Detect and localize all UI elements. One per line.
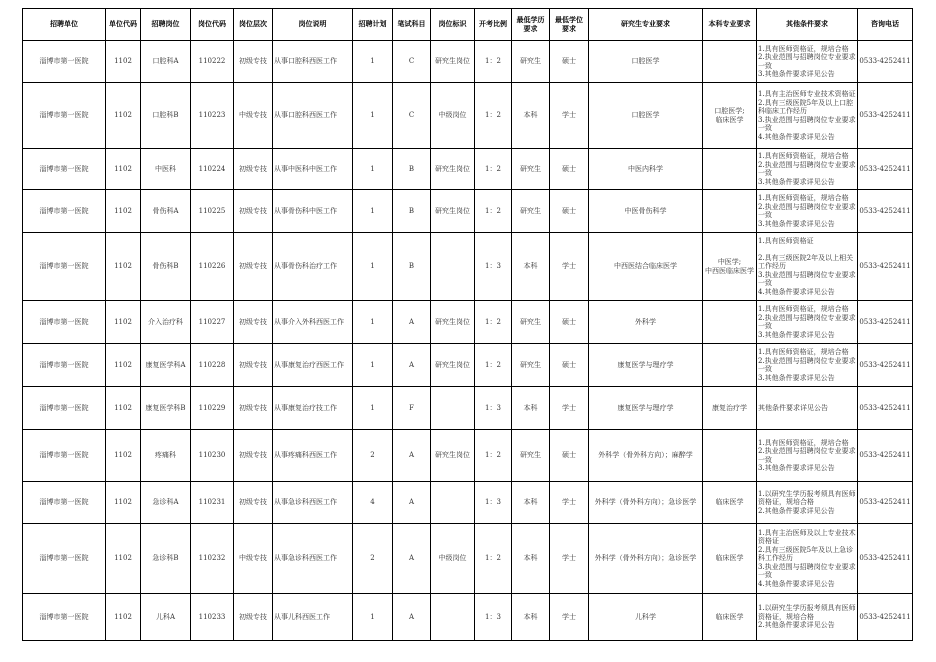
table-row [23,594,913,641]
cell-unit: 淄博市第一医院 [23,482,106,524]
cell-plan: 1 [353,233,393,301]
cell-min-education: 本科 [512,524,550,594]
header-min-degree: 最低学位 要求 [550,9,589,41]
cell-exam-subject: B [393,190,431,233]
cell-grad-major: 儿科学 [589,594,703,641]
cell-position-tag: 中级岗位 [431,524,475,594]
cell-undergrad-major: 中医学; 中西医临床医学 [703,233,757,301]
cell-phone: 0533-4252411 [858,430,913,482]
cell-grad-major: 康复医学与理疗学 [589,387,703,430]
header-plan: 招聘计划 [353,9,393,41]
cell-other-conditions: 1.具有医师资格证，规培合格 2.执业范围与招聘岗位专业要求一致 3.其他条件要求详见公告 [757,149,858,190]
cell-min-education: 研究生 [512,149,550,190]
cell-min-degree: 学士 [550,482,589,524]
header-min-education: 最低学历 要求 [512,9,550,41]
recruitment-table [22,8,913,641]
cell-plan: 1 [353,387,393,430]
cell-grad-major: 外科学 [589,301,703,344]
header-position-tag: 岗位标识 [431,9,475,41]
cell-other-conditions: 1.具有医师资格证 2.具有三级医院2年及以上相关工作经历 3.执业范围与招聘岗位专业要求一致 4.其他条件要求详见公告 [757,233,858,301]
cell-exam-subject: C [393,83,431,149]
cell-position-code: 110224 [191,149,234,190]
cell-description: 从事康复治疗技工作 [273,387,353,430]
cell-position-tag [431,387,475,430]
header-grad-major: 研究生专业要求 [589,9,703,41]
header-description: 岗位说明 [273,9,353,41]
cell-phone: 0533-4252411 [858,594,913,641]
cell-undergrad-major [703,301,757,344]
cell-ratio: 1：3 [475,594,512,641]
cell-other-conditions: 1.具有主治医师专业技术资格证 2.具有三级医院5年及以上口腔科临床工作经历 3.执业范围与招聘岗位专业要求一致 4.其他条件要求详见公告 [757,83,858,149]
table-row [23,41,913,83]
cell-level: 中级专技 [234,524,273,594]
cell-grad-major: 口腔医学 [589,83,703,149]
cell-min-education: 本科 [512,482,550,524]
cell-position-tag: 中级岗位 [431,83,475,149]
cell-position-tag: 研究生岗位 [431,344,475,387]
table-row [23,482,913,524]
cell-position-code: 110230 [191,430,234,482]
cell-description: 从事儿科西医工作 [273,594,353,641]
cell-min-degree: 硕士 [550,149,589,190]
cell-exam-subject: C [393,41,431,83]
cell-description: 从事骨伤科中医工作 [273,190,353,233]
cell-unit: 淄博市第一医院 [23,387,106,430]
cell-phone: 0533-4252411 [858,190,913,233]
cell-plan: 2 [353,430,393,482]
cell-level: 初级专技 [234,344,273,387]
cell-position: 急诊科A [141,482,191,524]
cell-unit-code: 1102 [106,430,141,482]
cell-unit-code: 1102 [106,594,141,641]
cell-undergrad-major [703,344,757,387]
cell-position-code: 110232 [191,524,234,594]
cell-description: 从事急诊科西医工作 [273,524,353,594]
cell-unit-code: 1102 [106,41,141,83]
cell-position-tag: 研究生岗位 [431,149,475,190]
cell-unit: 淄博市第一医院 [23,524,106,594]
cell-position: 康复医学科B [141,387,191,430]
cell-description: 从事骨伤科治疗工作 [273,233,353,301]
cell-position: 急诊科B [141,524,191,594]
cell-other-conditions: 1.具有医师资格证，规培合格 2.执业范围与招聘岗位专业要求一致 3.其他条件要求详见公告 [757,190,858,233]
cell-undergrad-major: 临床医学 [703,482,757,524]
cell-position-code: 110233 [191,594,234,641]
cell-position-code: 110228 [191,344,234,387]
cell-level: 中级专技 [234,83,273,149]
cell-grad-major: 外科学（骨外科方向）；急诊医学 [589,482,703,524]
cell-other-conditions: 1.具有医师资格证，规培合格 2.执业范围与招聘岗位专业要求一致 3.其他条件要求详见公告 [757,41,858,83]
cell-phone: 0533-4252411 [858,387,913,430]
cell-level: 初级专技 [234,41,273,83]
cell-plan: 1 [353,149,393,190]
cell-unit: 淄博市第一医院 [23,149,106,190]
cell-ratio: 1：3 [475,482,512,524]
cell-phone: 0533-4252411 [858,41,913,83]
cell-unit: 淄博市第一医院 [23,430,106,482]
cell-plan: 1 [353,41,393,83]
cell-plan: 4 [353,482,393,524]
cell-position-code: 110226 [191,233,234,301]
cell-min-degree: 学士 [550,233,589,301]
cell-ratio: 1：2 [475,524,512,594]
cell-other-conditions: 1.具有医师资格证，规培合格 2.执业范围与招聘岗位专业要求一致 3.其他条件要求详见公告 [757,430,858,482]
cell-undergrad-major: 口腔医学; 临床医学 [703,83,757,149]
cell-unit-code: 1102 [106,83,141,149]
table-row [23,387,913,430]
cell-min-education: 研究生 [512,190,550,233]
cell-position-code: 110225 [191,190,234,233]
header-other-conditions: 其他条件要求 [757,9,858,41]
header-position-code: 岗位代码 [191,9,234,41]
cell-min-education: 研究生 [512,430,550,482]
cell-grad-major: 外科学（骨外科方向）；麻醉学 [589,430,703,482]
cell-ratio: 1：2 [475,430,512,482]
cell-min-degree: 硕士 [550,430,589,482]
cell-position-tag [431,233,475,301]
cell-min-degree: 硕士 [550,190,589,233]
cell-grad-major: 口腔医学 [589,41,703,83]
cell-exam-subject: A [393,301,431,344]
cell-unit: 淄博市第一医院 [23,83,106,149]
header-position: 招聘岗位 [141,9,191,41]
cell-min-education: 研究生 [512,41,550,83]
cell-exam-subject: B [393,149,431,190]
cell-grad-major: 中西医结合临床医学 [589,233,703,301]
header-unit-code: 单位代码 [106,9,141,41]
cell-ratio: 1：3 [475,233,512,301]
cell-exam-subject: A [393,430,431,482]
cell-level: 初级专技 [234,149,273,190]
cell-position-code: 110227 [191,301,234,344]
cell-ratio: 1：2 [475,301,512,344]
cell-plan: 1 [353,190,393,233]
cell-position: 疼痛科 [141,430,191,482]
cell-other-conditions: 1.具有医师资格证，规培合格 2.执业范围与招聘岗位专业要求一致 3.其他条件要求详见公告 [757,301,858,344]
cell-position: 骨伤科A [141,190,191,233]
cell-grad-major: 康复医学与理疗学 [589,344,703,387]
cell-level: 初级专技 [234,301,273,344]
header-exam-subject: 笔试科目 [393,9,431,41]
cell-min-education: 本科 [512,83,550,149]
cell-description: 从事康复治疗西医工作 [273,344,353,387]
cell-position: 儿科A [141,594,191,641]
table-row [23,83,913,149]
cell-phone: 0533-4252411 [858,344,913,387]
cell-position: 骨伤科B [141,233,191,301]
cell-level: 初级专技 [234,482,273,524]
cell-min-education: 研究生 [512,344,550,387]
cell-plan: 1 [353,594,393,641]
cell-level: 初级专技 [234,430,273,482]
cell-exam-subject: F [393,387,431,430]
header-phone: 咨询电话 [858,9,913,41]
cell-unit-code: 1102 [106,190,141,233]
cell-undergrad-major [703,149,757,190]
cell-phone: 0533-4252411 [858,482,913,524]
table-row [23,344,913,387]
cell-grad-major: 外科学（骨外科方向）；急诊医学 [589,524,703,594]
cell-min-education: 本科 [512,387,550,430]
cell-level: 初级专技 [234,233,273,301]
cell-unit: 淄博市第一医院 [23,41,106,83]
cell-ratio: 1：2 [475,41,512,83]
cell-position-code: 110229 [191,387,234,430]
cell-position-code: 110223 [191,83,234,149]
cell-exam-subject: A [393,482,431,524]
cell-min-education: 研究生 [512,301,550,344]
table-row [23,233,913,301]
cell-unit-code: 1102 [106,344,141,387]
cell-ratio: 1：2 [475,190,512,233]
cell-description: 从事口腔科西医工作 [273,83,353,149]
cell-other-conditions: 1.以研究生学历报考须具有医师资格证，规培合格 2.其他条件要求详见公告 [757,482,858,524]
cell-position: 口腔科A [141,41,191,83]
cell-description: 从事中医科中医工作 [273,149,353,190]
cell-unit-code: 1102 [106,387,141,430]
cell-phone: 0533-4252411 [858,83,913,149]
cell-position: 介入治疗科 [141,301,191,344]
cell-unit-code: 1102 [106,301,141,344]
cell-description: 从事疼痛科西医工作 [273,430,353,482]
cell-level: 初级专技 [234,387,273,430]
cell-min-degree: 硕士 [550,301,589,344]
cell-description: 从事口腔科西医工作 [273,41,353,83]
cell-phone: 0533-4252411 [858,301,913,344]
header-level: 岗位层次 [234,9,273,41]
cell-undergrad-major: 临床医学 [703,524,757,594]
cell-min-degree: 硕士 [550,41,589,83]
cell-position-tag [431,594,475,641]
cell-undergrad-major [703,41,757,83]
cell-grad-major: 中医内科学 [589,149,703,190]
cell-ratio: 1：3 [475,387,512,430]
cell-level: 初级专技 [234,190,273,233]
cell-plan: 1 [353,344,393,387]
cell-phone: 0533-4252411 [858,149,913,190]
cell-undergrad-major [703,190,757,233]
table-row [23,301,913,344]
cell-exam-subject: A [393,344,431,387]
cell-min-education: 本科 [512,594,550,641]
cell-undergrad-major: 临床医学 [703,594,757,641]
header-ratio: 开考比例 [475,9,512,41]
cell-unit-code: 1102 [106,524,141,594]
cell-position-code: 110231 [191,482,234,524]
cell-ratio: 1：2 [475,149,512,190]
cell-grad-major: 中医骨伤科学 [589,190,703,233]
cell-position: 中医科 [141,149,191,190]
cell-unit: 淄博市第一医院 [23,233,106,301]
cell-unit: 淄博市第一医院 [23,344,106,387]
cell-unit-code: 1102 [106,149,141,190]
cell-min-education: 本科 [512,233,550,301]
header-undergrad-major: 本科专业要求 [703,9,757,41]
cell-exam-subject: A [393,524,431,594]
cell-min-degree: 学士 [550,83,589,149]
cell-other-conditions: 1.以研究生学历报考须具有医师资格证，规培合格 2.其他条件要求详见公告 [757,594,858,641]
table-row [23,430,913,482]
cell-ratio: 1：2 [475,83,512,149]
cell-min-degree: 硕士 [550,344,589,387]
cell-phone: 0533-4252411 [858,524,913,594]
cell-exam-subject: A [393,594,431,641]
table-row [23,149,913,190]
cell-min-degree: 学士 [550,387,589,430]
header-row [23,9,913,41]
cell-other-conditions: 其他条件要求详见公告 [757,387,858,430]
cell-unit-code: 1102 [106,233,141,301]
cell-position-tag [431,482,475,524]
header-unit: 招聘单位 [23,9,106,41]
cell-other-conditions: 1.具有医师资格证，规培合格 2.执业范围与招聘岗位专业要求一致 3.其他条件要求详见公告 [757,344,858,387]
cell-level: 初级专技 [234,594,273,641]
cell-unit-code: 1102 [106,482,141,524]
cell-unit: 淄博市第一医院 [23,594,106,641]
cell-unit: 淄博市第一医院 [23,301,106,344]
cell-undergrad-major: 康复治疗学 [703,387,757,430]
cell-phone: 0533-4252411 [858,233,913,301]
cell-position-code: 110222 [191,41,234,83]
cell-position-tag: 研究生岗位 [431,301,475,344]
cell-description: 从事急诊科西医工作 [273,482,353,524]
cell-position-tag: 研究生岗位 [431,430,475,482]
cell-position: 康复医学科A [141,344,191,387]
cell-undergrad-major [703,430,757,482]
cell-position: 口腔科B [141,83,191,149]
cell-position-tag: 研究生岗位 [431,190,475,233]
cell-min-degree: 学士 [550,524,589,594]
cell-plan: 2 [353,524,393,594]
cell-unit: 淄博市第一医院 [23,190,106,233]
cell-exam-subject: B [393,233,431,301]
cell-position-tag: 研究生岗位 [431,41,475,83]
cell-plan: 1 [353,301,393,344]
cell-other-conditions: 1.具有主治医师及以上专业技术资格证 2.具有三级医院5年及以上急诊科工作经历 3.执业范围与招聘岗位专业要求一致 4.其他条件要求详见公告 [757,524,858,594]
cell-ratio: 1：2 [475,344,512,387]
table-row [23,524,913,594]
cell-min-degree: 学士 [550,594,589,641]
table-row [23,190,913,233]
cell-description: 从事介入外科西医工作 [273,301,353,344]
cell-plan: 1 [353,83,393,149]
